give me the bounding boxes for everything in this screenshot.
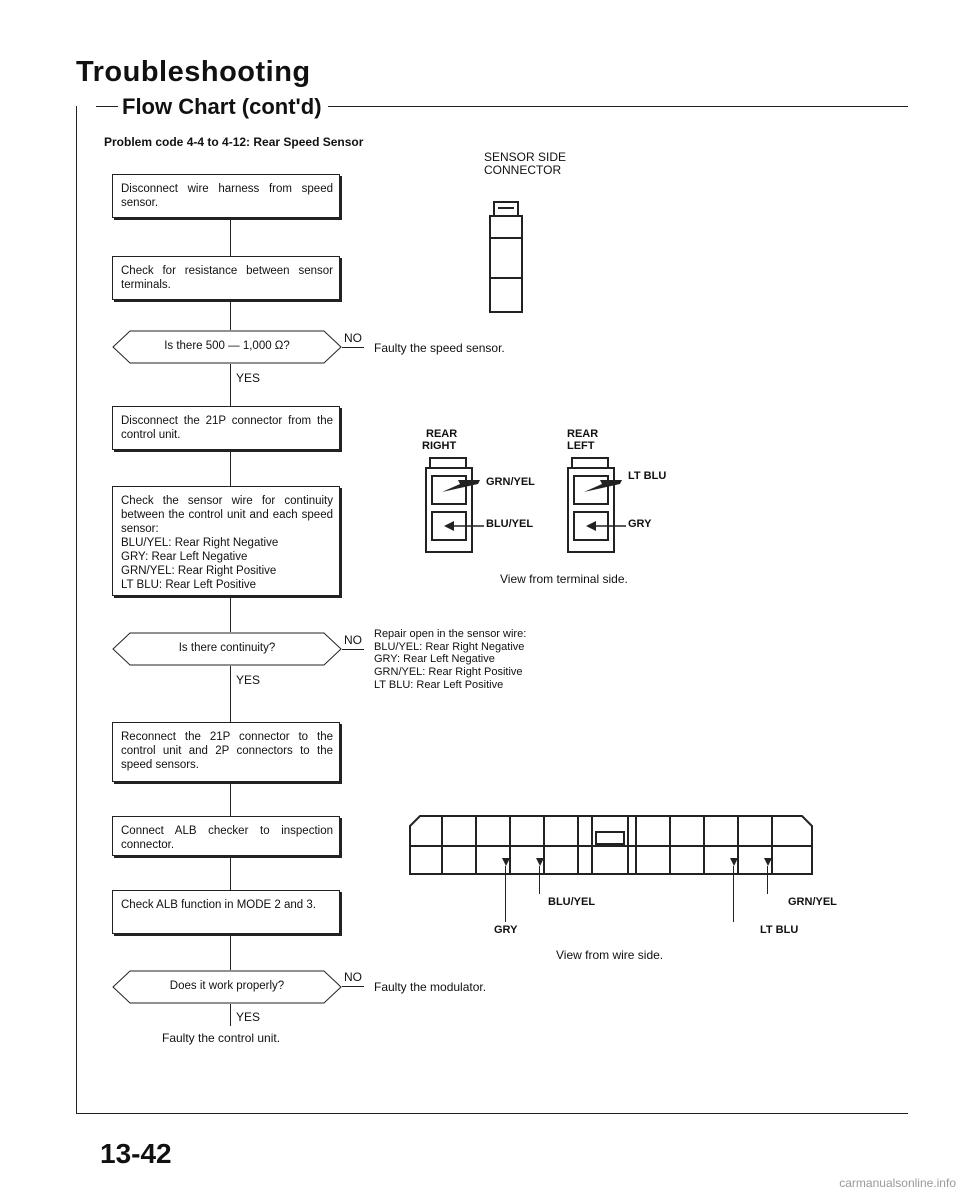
no-label: NO — [344, 633, 362, 647]
flow-line — [230, 782, 231, 816]
repair-text: Repair open in the sensor wire: — [374, 628, 527, 640]
wire-lead-blu-yel — [539, 866, 540, 894]
flow-line — [230, 666, 231, 722]
wire-line: GRN/YEL: Rear Right Positive — [374, 665, 523, 678]
wire-grn-yel: GRN/YEL — [486, 476, 535, 488]
yes-label: YES — [236, 1010, 261, 1024]
decision-text: Is there continuity? — [178, 642, 276, 654]
decision-text: Is there 500 — 1,000 Ω? — [164, 340, 290, 352]
final-result: Faulty the control unit. — [162, 1031, 281, 1045]
no-branch-line — [342, 347, 364, 348]
step-connect-alb: Connect ALB checker to inspection connector. — [112, 816, 340, 856]
wire-line: BLU/YEL: Rear Right Negative — [374, 640, 525, 653]
flow-line — [230, 364, 231, 406]
step-check-continuity — [112, 486, 340, 596]
flow-line — [230, 856, 231, 890]
wire-line: BLU/YEL: Rear Right Negative — [121, 537, 279, 550]
wire-lead-grn-yel — [767, 866, 768, 894]
wire-side-gry: GRY — [494, 924, 518, 936]
step-disconnect-21p: Disconnect the 21P connector from the control unit. — [112, 406, 340, 450]
wire-side-lt-blu: LT BLU — [760, 924, 799, 936]
fault-modulator: Faulty the modulator. — [374, 980, 487, 994]
no-branch-line — [342, 649, 364, 650]
step-disconnect-harness: Disconnect wire harness from speed sensor. — [112, 174, 340, 218]
wire-line: LT BLU: Rear Left Positive — [121, 579, 257, 592]
rear-right-label: RIGHT — [422, 440, 457, 452]
rear-left-label: REAR — [567, 428, 599, 440]
wire-line: LT BLU: Rear Left Positive — [374, 678, 504, 691]
page-number: 13-42 — [100, 1138, 172, 1169]
control-unit-21p-connector-icon — [396, 800, 826, 880]
frame-bottom-border — [76, 1113, 908, 1114]
rear-left-connector-icon — [562, 454, 632, 554]
wire-gry: GRY — [628, 518, 652, 530]
fault-speed-sensor: Faulty the speed sensor. — [374, 341, 505, 355]
problem-code: Problem code 4-4 to 4-12: Rear Speed Sensor — [104, 135, 364, 149]
section-subtitle: Flow Chart (cont'd) — [122, 94, 322, 119]
wire-lead-gry — [505, 866, 506, 922]
no-label: NO — [344, 331, 362, 345]
frame-left-border — [76, 106, 77, 1114]
decision-continuity — [112, 632, 342, 666]
flow-line — [230, 596, 231, 632]
wire-blu-yel: BLU/YEL — [486, 518, 534, 530]
wire-line: GRN/YEL: Rear Right Positive — [121, 565, 277, 578]
wire-lead-lt-blu — [733, 866, 734, 922]
flow-line — [230, 218, 231, 256]
subtitle-rule-right — [328, 106, 908, 107]
flow-line — [230, 450, 231, 486]
no-branch-line — [342, 986, 364, 987]
no-label: NO — [344, 970, 362, 984]
yes-label: YES — [236, 371, 261, 385]
rear-right-connector-icon — [420, 454, 490, 554]
step-text: Check the sensor wire for continuity between the control unit and each speed sensor: — [121, 495, 333, 536]
wire-side-caption: View from wire side. — [556, 948, 664, 962]
sensor-connector-icon — [474, 198, 554, 318]
watermark-url: carmanualsonline.info — [839, 1176, 956, 1190]
page-title: Troubleshooting — [76, 56, 311, 88]
sensor-side-label: SENSOR SIDE — [484, 150, 567, 164]
step-reconnect: Reconnect the 21P connector to the control unit and 2P connectors to the speed sensors. — [112, 722, 340, 782]
wire-line: GRY: Rear Left Negative — [121, 551, 248, 564]
wire-side-blu-yel: BLU/YEL — [548, 896, 596, 908]
flow-line — [230, 1004, 231, 1026]
flow-line — [230, 934, 231, 970]
step-check-resistance: Check for resistance between sensor terminals. — [112, 256, 340, 300]
yes-label: YES — [236, 673, 261, 687]
decision-text: Does it work properly? — [169, 980, 285, 992]
connector-label: CONNECTOR — [484, 163, 562, 177]
wire-lt-blu: LT BLU — [628, 470, 667, 482]
decision-resistance — [112, 330, 342, 364]
wire-line: GRY: Rear Left Negative — [374, 653, 495, 666]
subtitle-rule-left — [96, 106, 118, 107]
flow-line — [230, 300, 231, 330]
rear-left-label: LEFT — [567, 440, 595, 452]
wire-side-grn-yel: GRN/YEL — [788, 896, 837, 908]
decision-works — [112, 970, 342, 1004]
step-check-alb: Check ALB function in MODE 2 and 3. — [112, 890, 340, 934]
terminal-side-caption: View from terminal side. — [500, 572, 628, 586]
rear-right-label: REAR — [426, 428, 458, 440]
repair-instructions — [374, 628, 634, 691]
